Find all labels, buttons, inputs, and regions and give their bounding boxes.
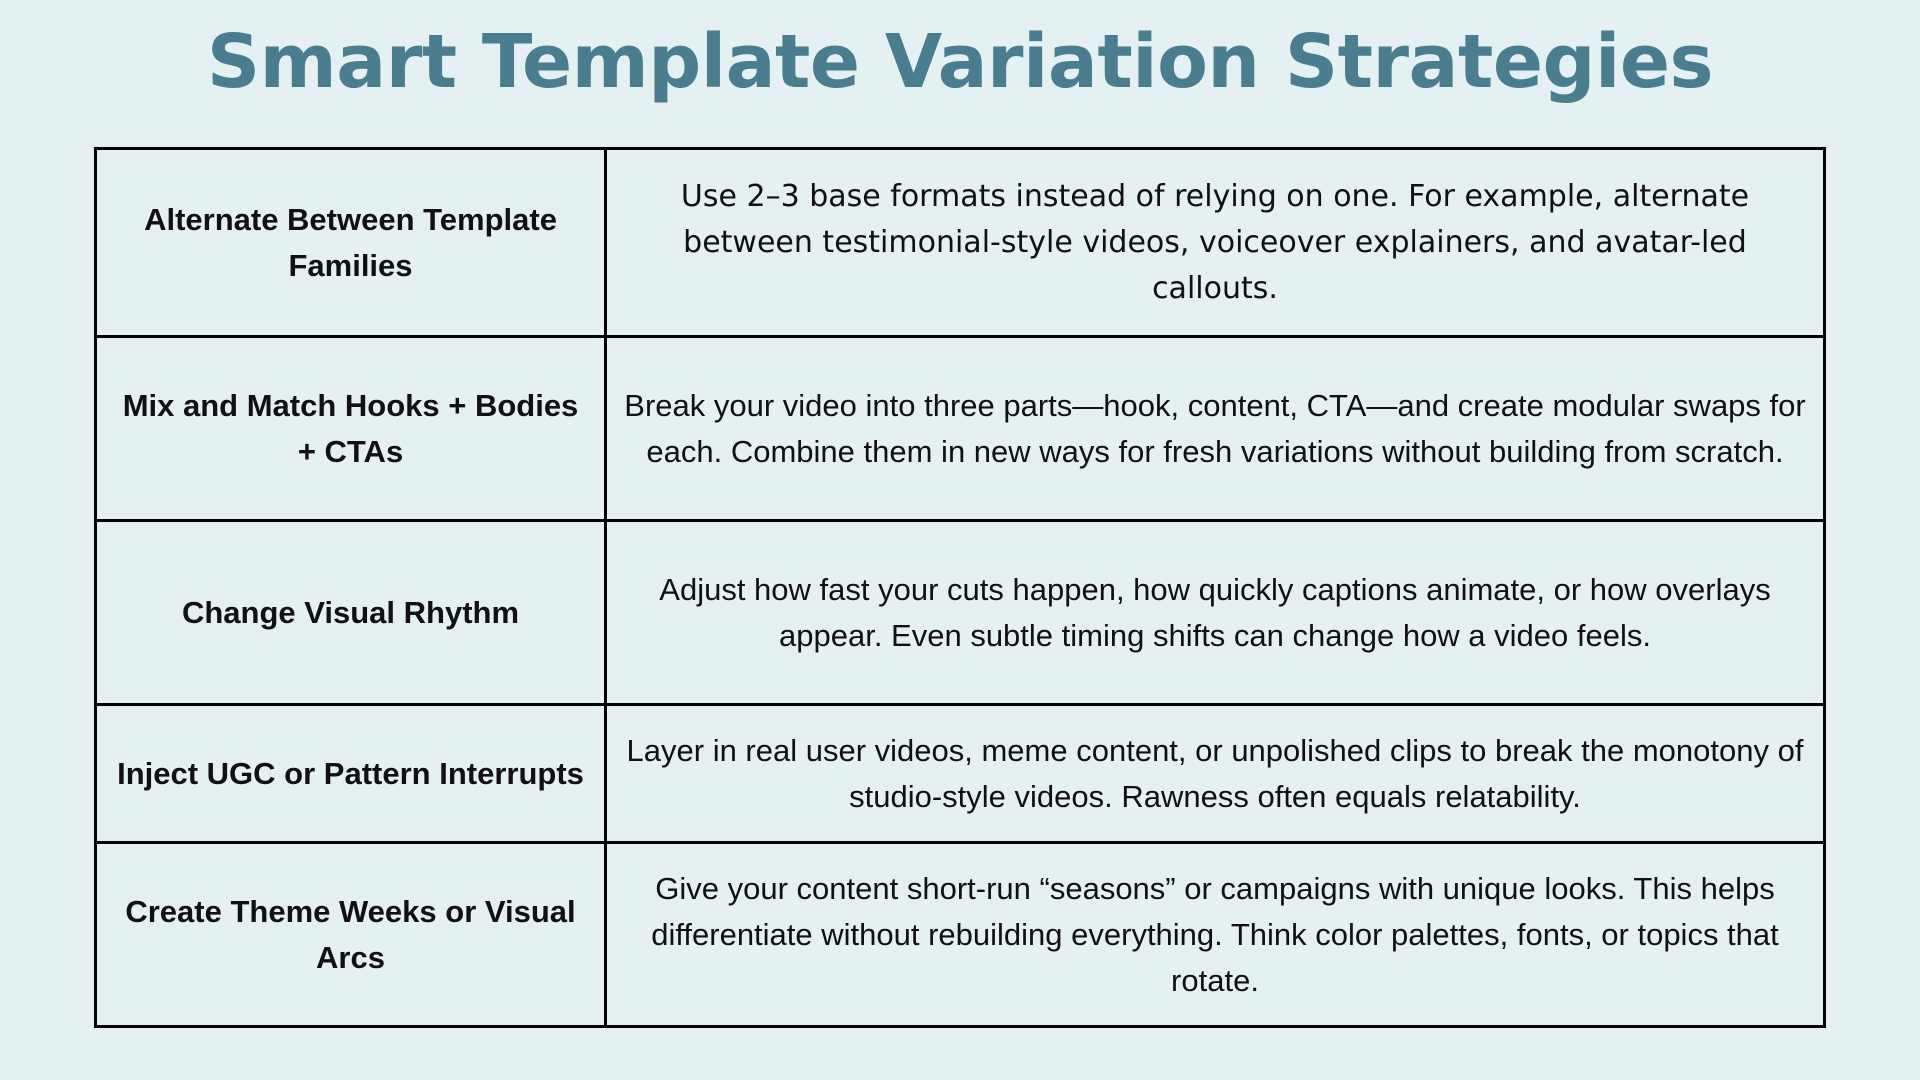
- strategy-description: Break your video into three parts—hook, content, CTA—and create modular swaps for each. Combine them in new ways for fresh variations without building from scratch.: [606, 337, 1825, 521]
- strategy-description: Layer in real user videos, meme content, or unpolished clips to break the monotony of studio-style videos. Rawness often equals relatability.: [606, 705, 1825, 843]
- page-title: Smart Template Variation Strategies: [206, 19, 1714, 105]
- strategy-label: Alternate Between Template Families: [96, 149, 606, 337]
- table-row: [96, 521, 1825, 705]
- table-row: [96, 337, 1825, 521]
- table-row: [96, 149, 1825, 337]
- strategy-label: Inject UGC or Pattern Interrupts: [96, 705, 606, 843]
- strategy-label: Create Theme Weeks or Visual Arcs: [96, 843, 606, 1027]
- strategies-table: [94, 147, 1826, 1028]
- strategy-description: Use 2–3 base formats instead of relying on one. For example, alternate between testimonial-style videos, voiceover explainers, and avatar-led callouts.: [606, 149, 1825, 337]
- strategy-description: Adjust how fast your cuts happen, how quickly captions animate, or how overlays appear. Even subtle timing shifts can change how a video feels.: [606, 521, 1825, 705]
- table-row: [96, 705, 1825, 843]
- strategy-description: Give your content short-run “seasons” or campaigns with unique looks. This helps differentiate without rebuilding everything. Think color palettes, fonts, or topics that rotate.: [606, 843, 1825, 1027]
- strategy-label: Mix and Match Hooks + Bodies + CTAs: [96, 337, 606, 521]
- strategy-label: Change Visual Rhythm: [96, 521, 606, 705]
- table-row: [96, 843, 1825, 1027]
